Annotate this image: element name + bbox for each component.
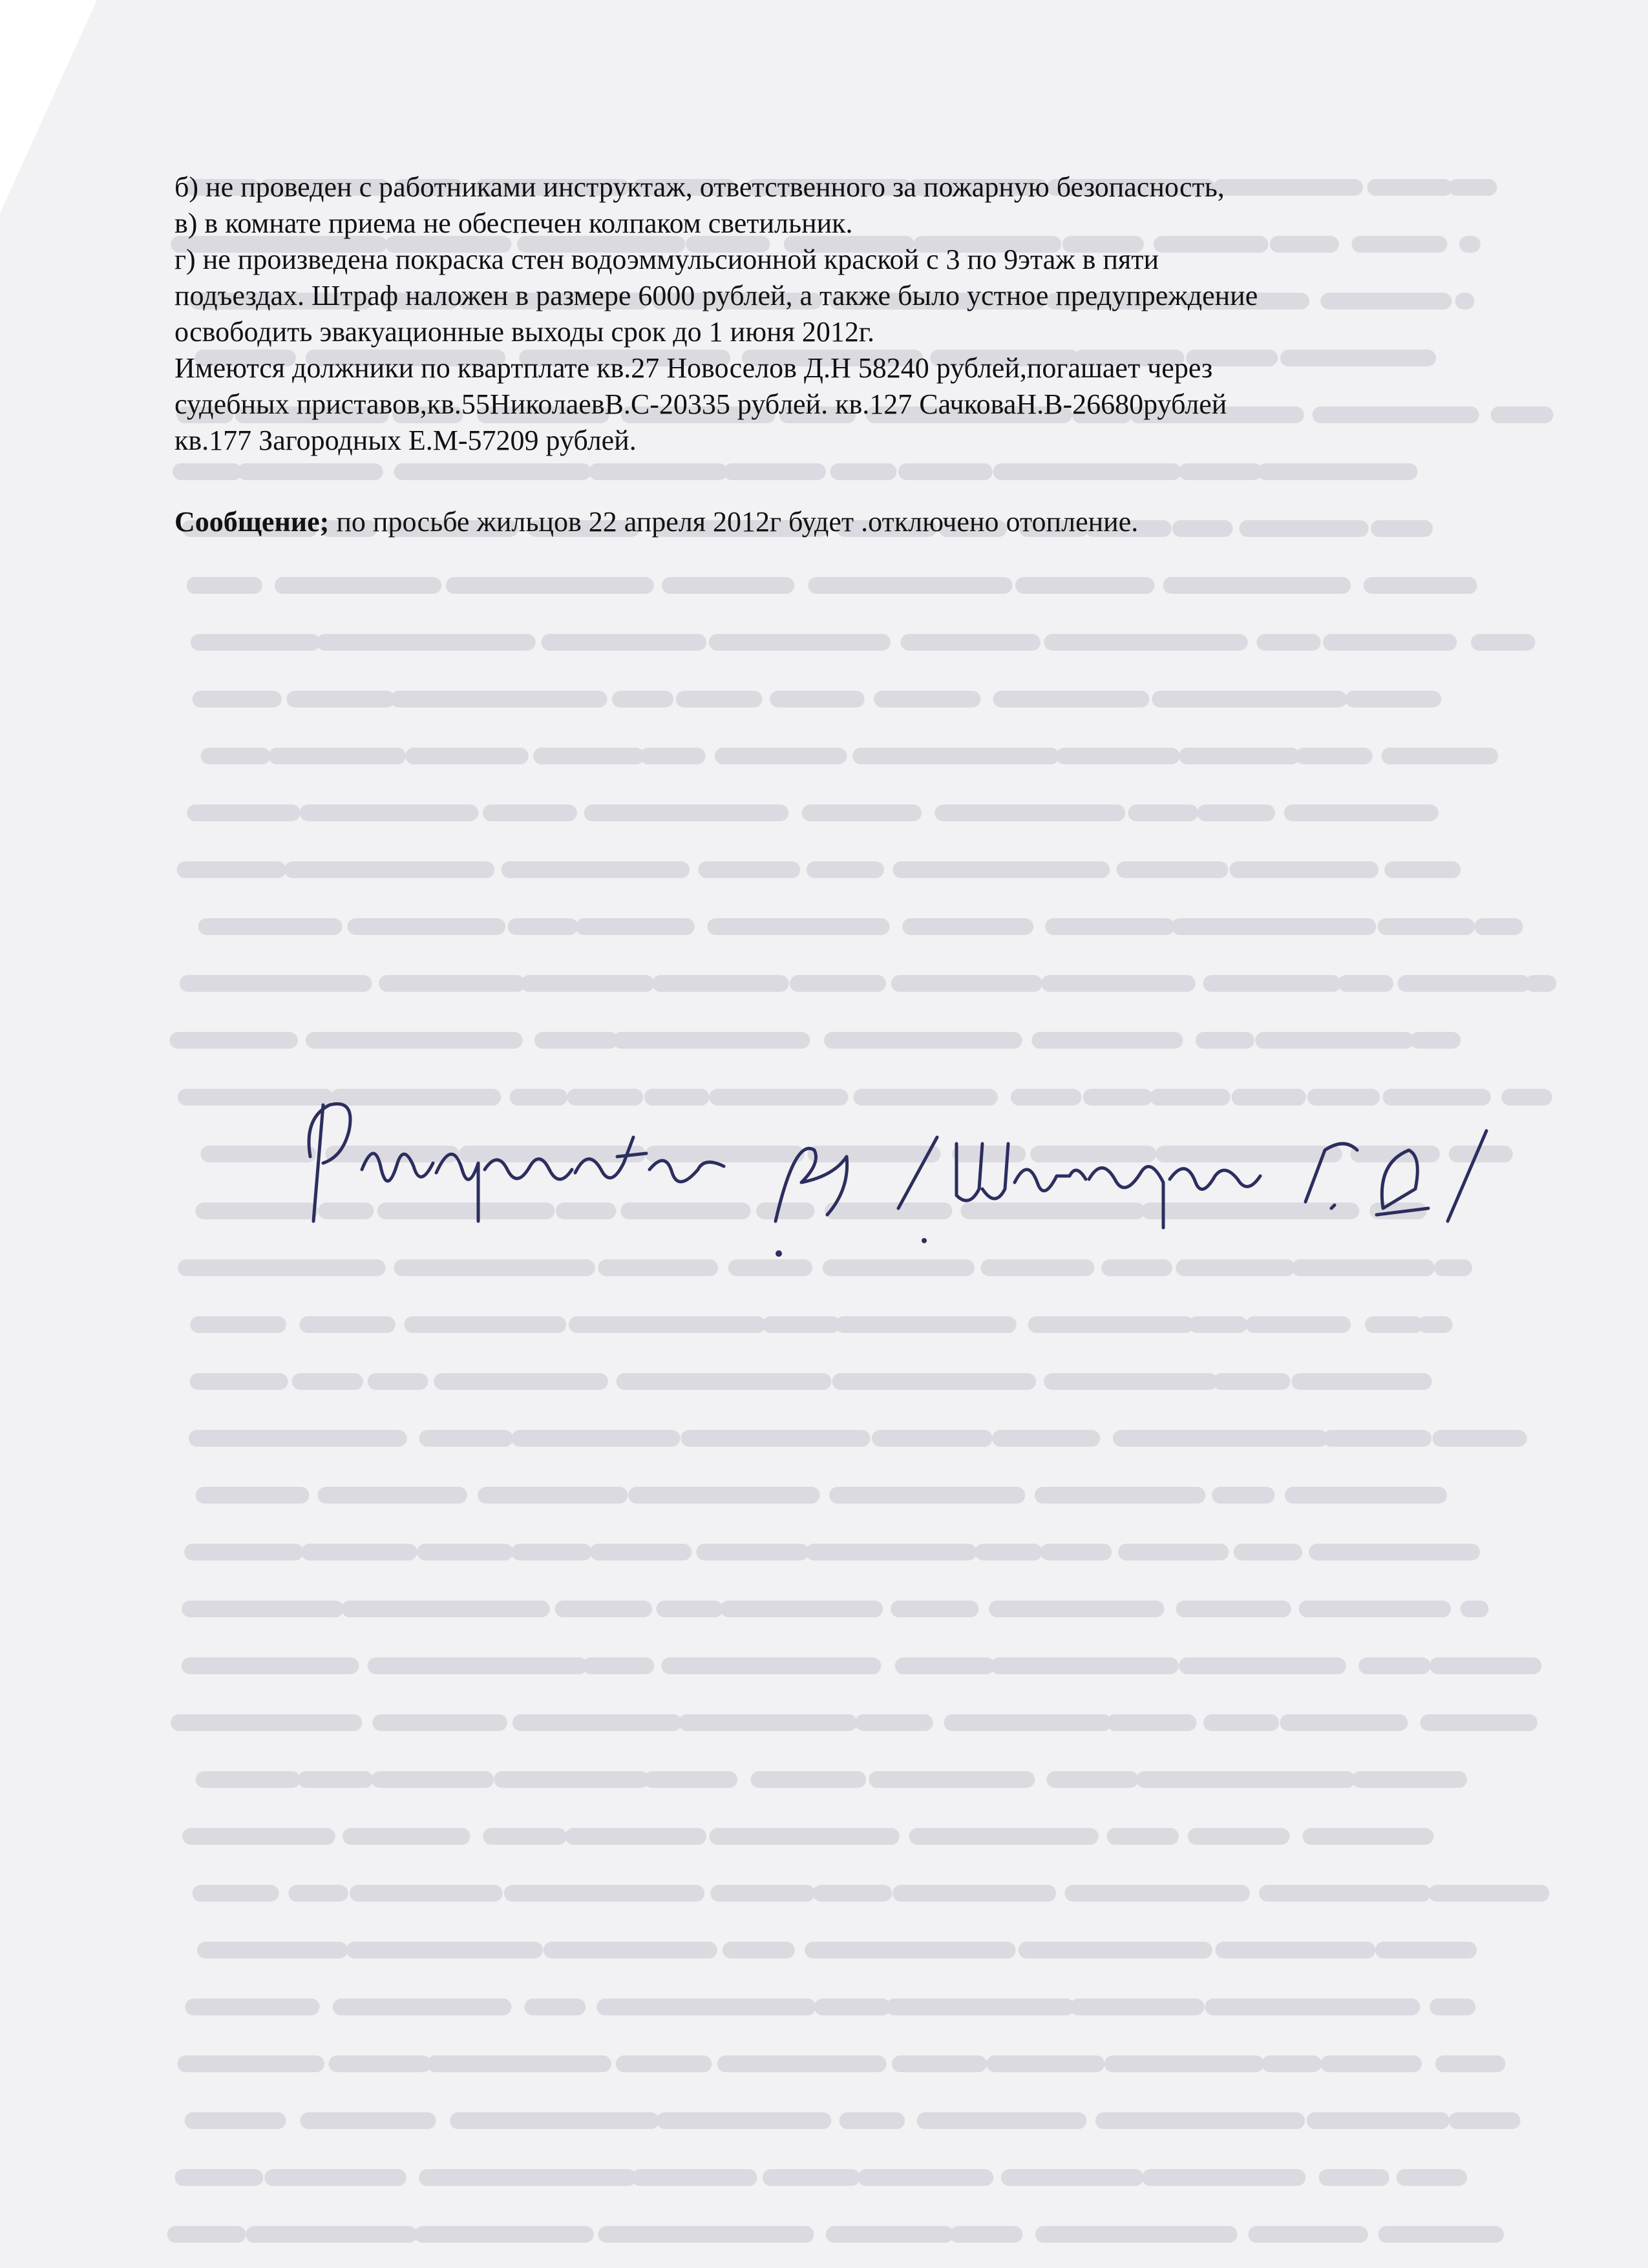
text-line-g2: подъездах. Штраф наложен в размере 6000 рублей, а также было устное предупреждение (174, 280, 1258, 311)
text-line-v: в) в комнате приема не обеспечен колпаком светильник. (174, 207, 853, 239)
document-body (174, 169, 1564, 540)
debtors-line-2: судебных приставов,кв.55НиколаевВ.С-20335 рублей. кв.127 СачковаН.В-26680рублей (174, 388, 1227, 420)
debtors-line-1: Имеются должники по квартплате кв.27 Новоселов Д.Н 58240 рублей,погашает через (174, 352, 1213, 384)
message-line (174, 504, 1564, 540)
text-line-g1: г) не произведена покраска стен водоэммульсионной краской с 3 по 9этаж в пяти (174, 244, 1159, 275)
handwritten-signature (284, 1060, 1499, 1279)
message-text: по просьбе жильцов 22 апреля 2012г будет .отключено отопление. (329, 506, 1139, 538)
debtors-line-3: кв.177 Загородных Е.М-57209 рублей. (174, 425, 637, 456)
text-line-g3: освободить эвакуационные выходы срок до 1 июня 2012г. (174, 316, 874, 348)
text-line-b: б) не проведен с работниками инструктаж, ответственного за пожарную безопасность, (174, 171, 1225, 203)
paragraph-gap (174, 459, 1564, 504)
message-label: Сообщение; (174, 506, 330, 538)
